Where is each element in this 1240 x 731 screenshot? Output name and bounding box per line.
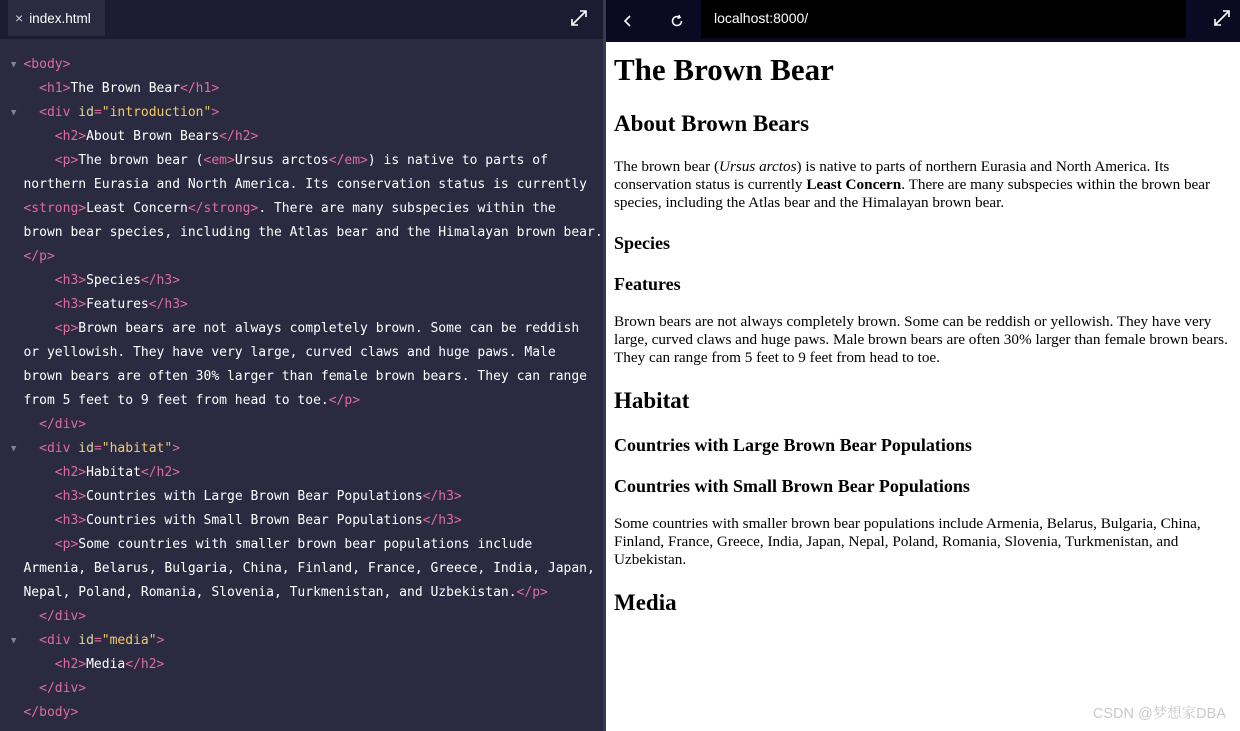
code-line: <h2>About Brown Bears</h2> — [54, 129, 259, 144]
code-line: </div> — [39, 609, 87, 624]
code-line: <strong>Least Concern</strong>. There are many subspecies within the — [23, 201, 556, 216]
code-line: ▼ <div id="habitat"> — [0, 437, 603, 461]
code-line: <h3>Features</h3> — [54, 297, 188, 312]
reload-icon[interactable] — [664, 8, 690, 34]
code-line: <h3>Countries with Small Brown Bear Populations</h3> — [54, 513, 462, 528]
code-line: <h2>Habitat</h2> — [54, 465, 181, 480]
code-line: <p>Some countries with smaller brown bear populations include — [54, 537, 533, 552]
large-populations-heading: Countries with Large Brown Bear Populations — [614, 435, 972, 455]
fold-triangle-icon[interactable]: ▼ — [11, 108, 17, 118]
editor-tab-bar — [0, 0, 603, 39]
browser-toolbar — [606, 0, 1240, 42]
media-heading: Media — [614, 590, 677, 615]
features-paragraph: Brown bears are not always completely brown. Some can be reddish or yellowish. They have very large, curved claws and huge paws. Male brown bears are often 30% larger than female brown bears. They can range from 5 feet to 9 feet from head to toe. — [614, 313, 1228, 366]
close-icon[interactable]: × — [15, 10, 24, 26]
rendered-page — [614, 42, 1234, 617]
code-line: Nepal, Poland, Romania, Slovenia, Turkmenistan, and Uzbekistan.</p> — [23, 585, 548, 600]
code-line: brown bear species, including the Atlas bear and the Himalayan brown bear. — [23, 225, 603, 240]
small-populations-heading: Countries with Small Brown Bear Populations — [614, 476, 970, 496]
code-line: brown bears are often 30% larger than female brown bears. They can range — [23, 369, 588, 384]
code-line: northern Eurasia and North America. Its conservation status is currently — [23, 177, 588, 192]
habitat-paragraph: Some countries with smaller brown bear populations include Armenia, Belarus, Bulgaria, China, Finland, France, Greece, India, Japan, Nepal, Poland, Romania, Slovenia, Turkmenistan, and Uzbekistan. — [614, 515, 1201, 568]
page-title: The Brown Bear — [614, 52, 834, 87]
about-heading: About Brown Bears — [614, 111, 810, 136]
watermark: CSDN @梦想家DBA — [1092, 706, 1226, 722]
code-line: ▼ <div id="media"> — [0, 629, 603, 653]
code-editor-pane — [0, 0, 603, 731]
code-area[interactable] — [0, 53, 603, 725]
address-bar[interactable]: localhost:8000/ — [701, 0, 1186, 38]
code-line: </div> — [39, 417, 87, 432]
code-line: <h1>The Brown Bear</h1> — [39, 81, 220, 96]
intro-paragraph: The brown bear (Ursus arctos) is native to parts of northern Eurasia and North America. Its conservation status is currently Least Concern. There are many subspecies within the brown bear species, including the Atlas bear and the Himalayan brown bear. — [614, 158, 1211, 211]
code-line: ▼ <body> — [0, 53, 603, 77]
species-heading: Species — [614, 233, 670, 253]
code-line: <h3>Species</h3> — [54, 273, 181, 288]
code-line: Armenia, Belarus, Bulgaria, China, Finland, France, Greece, India, Japan, — [23, 561, 595, 576]
code-line: from 5 feet to 9 feet from head to toe.</p> — [23, 393, 361, 408]
features-heading: Features — [614, 274, 681, 294]
code-line: <h3>Countries with Large Brown Bear Populations</h3> — [54, 489, 462, 504]
browser-preview-pane — [606, 0, 1240, 731]
fold-triangle-icon[interactable]: ▼ — [11, 636, 17, 646]
expand-icon[interactable] — [1212, 8, 1232, 28]
code-line: <p>The brown bear (<em>Ursus arctos</em>) is native to parts of — [54, 153, 548, 168]
fold-triangle-icon[interactable]: ▼ — [11, 444, 17, 454]
code-line: </p> — [23, 249, 55, 264]
code-line: </div> — [39, 681, 87, 696]
fold-triangle-icon[interactable]: ▼ — [11, 60, 17, 70]
code-line: </body> — [23, 705, 79, 720]
code-line: or yellowish. They have very large, curved claws and huge paws. Male — [23, 345, 556, 360]
chevron-left-icon[interactable] — [615, 8, 641, 34]
habitat-heading: Habitat — [614, 388, 690, 413]
tab-index-html[interactable] — [8, 0, 105, 36]
code-line: <p>Brown bears are not always completely brown. Some can be reddish — [54, 321, 580, 336]
code-line: ▼ <div id="introduction"> — [0, 101, 603, 125]
expand-icon[interactable] — [569, 8, 589, 28]
code-line: <h2>Media</h2> — [54, 657, 165, 672]
tab-label: index.html — [29, 10, 91, 26]
